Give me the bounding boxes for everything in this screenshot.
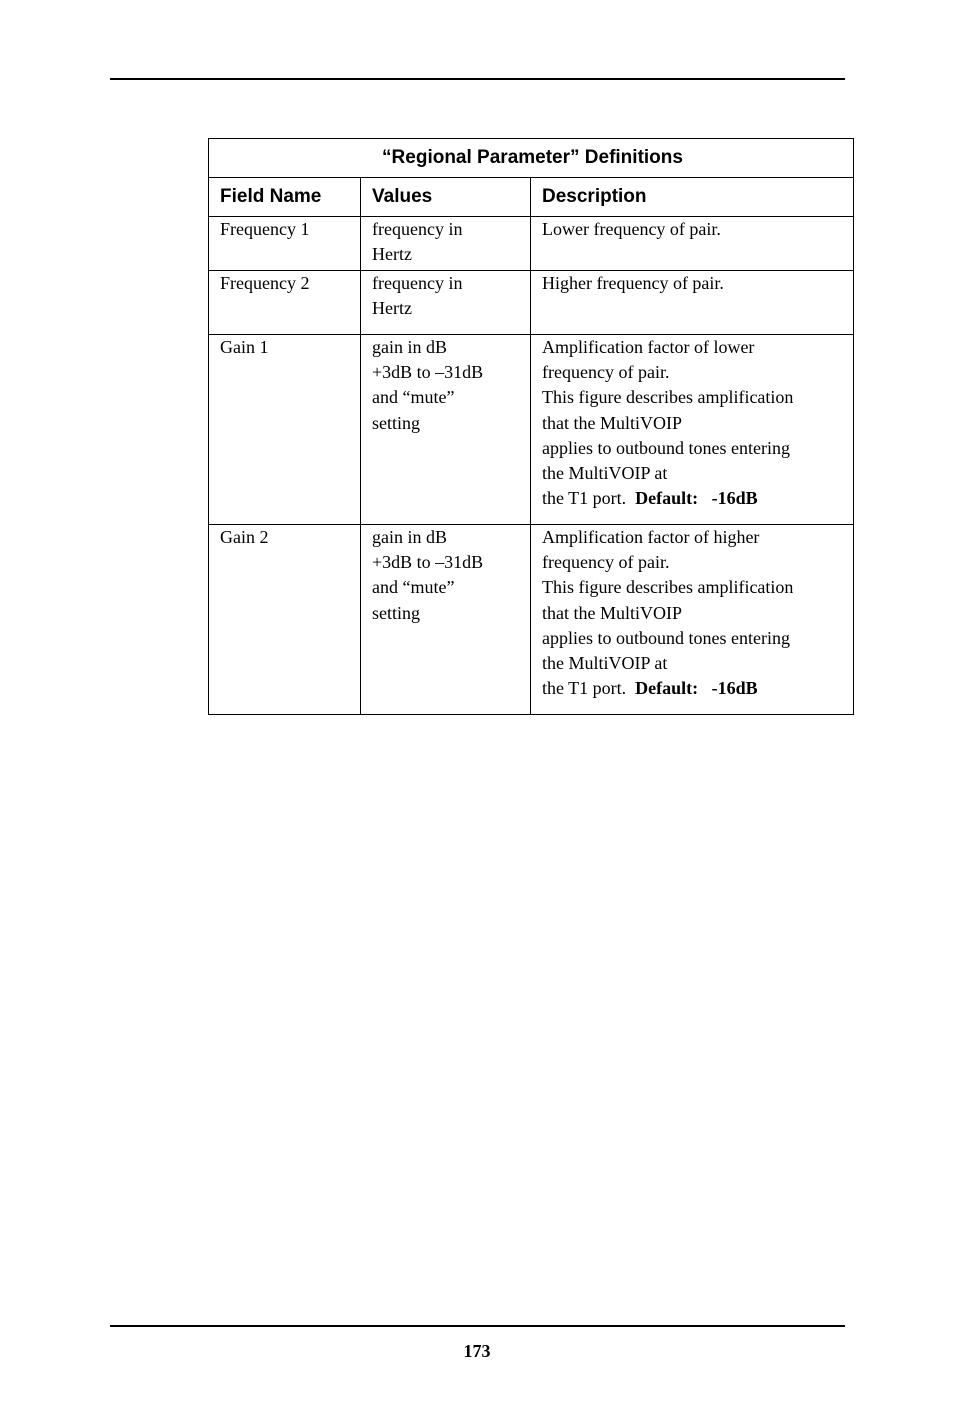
default-value: -16dB — [711, 488, 758, 509]
description-cell — [531, 217, 854, 271]
values-cell — [361, 525, 531, 715]
page-number: 173 — [463, 1341, 491, 1361]
table-row — [209, 271, 854, 335]
header-rule — [110, 78, 845, 80]
description-line: the T1 port. — [542, 488, 627, 509]
description-cell — [531, 271, 854, 335]
default-label: Default: — [635, 488, 699, 509]
field-name: Frequency 1 — [220, 219, 310, 239]
value-line: gain in dB — [372, 527, 447, 547]
description-line: applies to outbound tones entering — [542, 437, 790, 458]
value-line: setting — [372, 602, 420, 623]
field-name: Gain 1 — [220, 337, 269, 357]
default-value: -16dB — [711, 678, 758, 699]
description-line: frequency of pair. — [542, 362, 670, 383]
description-line: Amplification factor of higher — [542, 527, 760, 547]
description-line: frequency of pair. — [542, 552, 670, 573]
footer-rule — [110, 1325, 845, 1327]
description-line: Lower frequency of pair. — [542, 219, 721, 239]
field-name: Gain 2 — [220, 527, 269, 547]
field-name-cell — [209, 335, 361, 525]
value-line: frequency in — [372, 273, 463, 293]
field-name: Frequency 2 — [220, 273, 310, 293]
column-header-values: Values — [361, 178, 531, 217]
description-cell — [531, 335, 854, 525]
default-label: Default: — [635, 678, 699, 699]
description-line: Amplification factor of lower — [542, 337, 755, 357]
value-line: and “mute” — [372, 387, 455, 408]
value-line: frequency in — [372, 219, 463, 239]
description-line-default — [542, 676, 845, 701]
description-line: the MultiVOIP at — [542, 463, 668, 484]
description-cell — [531, 525, 854, 715]
field-name-cell — [209, 525, 361, 715]
description-line: the T1 port. — [542, 678, 627, 699]
description-line: the MultiVOIP at — [542, 653, 668, 674]
value-line: setting — [372, 412, 420, 433]
value-line: +3dB to –31dB — [372, 362, 484, 383]
column-header-description: Description — [531, 178, 854, 217]
field-name-cell — [209, 271, 361, 335]
values-cell — [361, 335, 531, 525]
value-line: and “mute” — [372, 577, 455, 598]
value-line: gain in dB — [372, 337, 447, 357]
table-row — [209, 217, 854, 271]
description-line: This figure describes amplification — [542, 577, 794, 598]
field-name-cell — [209, 217, 361, 271]
table-row — [209, 335, 854, 525]
values-cell — [361, 271, 531, 335]
description-line: This figure describes amplification — [542, 387, 794, 408]
values-cell — [361, 217, 531, 271]
value-line: Hertz — [372, 244, 412, 265]
description-line-default — [542, 486, 845, 511]
table-caption: “Regional Parameter” Definitions — [209, 139, 854, 178]
table-row — [209, 525, 854, 715]
column-header-field-name: Field Name — [209, 178, 361, 217]
value-line: Hertz — [372, 298, 412, 319]
regional-parameter-definitions-table — [208, 138, 854, 715]
description-line: that the MultiVOIP — [542, 412, 682, 433]
value-line: +3dB to –31dB — [372, 552, 484, 573]
description-line: Higher frequency of pair. — [542, 273, 724, 293]
description-line: that the MultiVOIP — [542, 602, 682, 623]
description-line: applies to outbound tones entering — [542, 627, 790, 648]
